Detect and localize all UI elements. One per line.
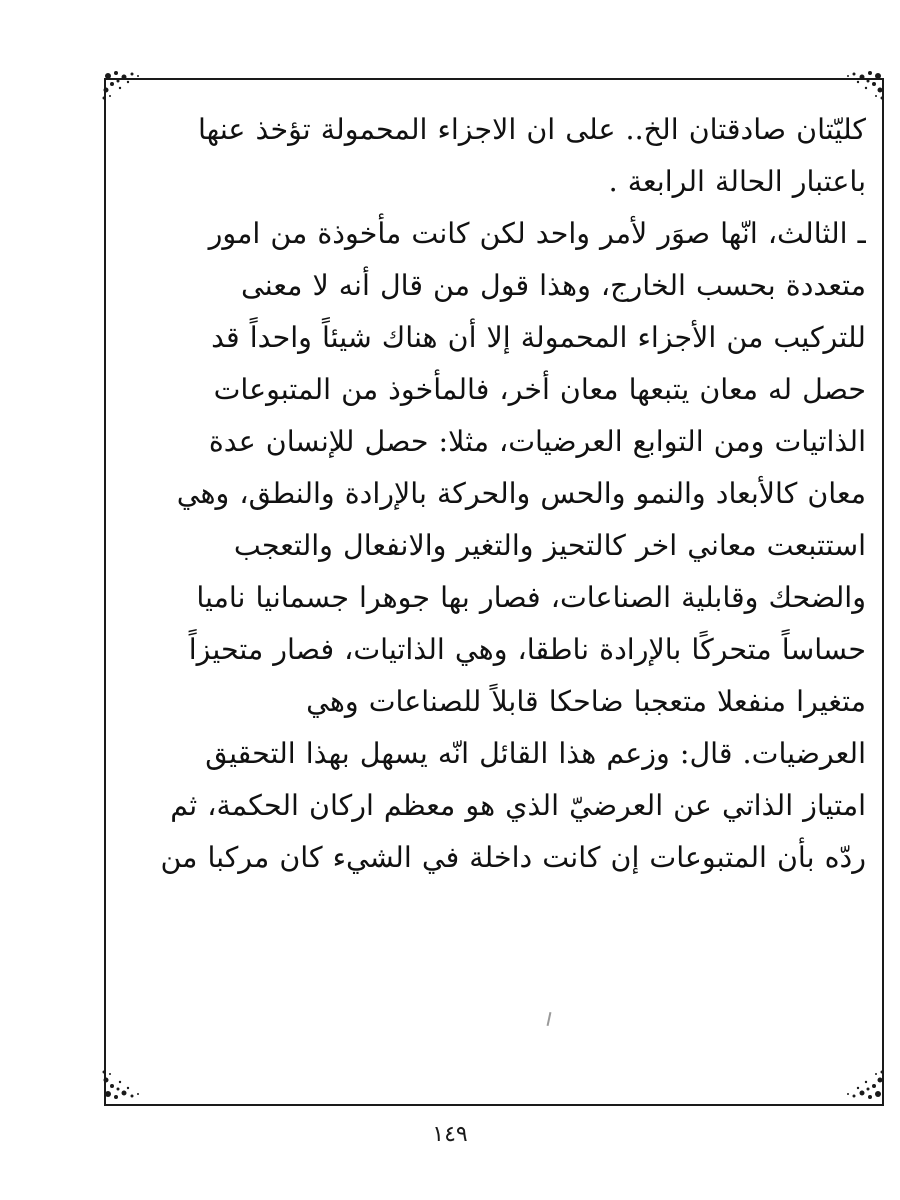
text-line-8: معان كالأبعاد والنمو والحس والحركة بالإرادة والنطق، وهي <box>176 477 866 510</box>
text-line-4: متعددة بحسب الخارج، وهذا قول من قال أنه لا معنى <box>241 269 866 302</box>
body-text <box>120 104 866 884</box>
text-line-15: ردّه بأن المتبوعات إن كانت داخلة في الشيء كان مركبا من <box>160 841 866 874</box>
text-line-10: والضحك وقابلية الصناعات، فصار بها جوهرا جسمانيا ناميا <box>196 581 866 614</box>
text-line-9: استتبعت معاني اخر كالتحيز والتغير والانفعال والتعجب <box>233 529 866 562</box>
text-line-11: حساساً متحركًا بالإرادة ناطقا، وهي الذاتيات، فصار متحيزاً <box>188 633 866 666</box>
corner-ornament-bottom-right-icon <box>830 1064 888 1104</box>
text-line-7: الذاتيات ومن التوابع العرضيات، مثلا: حصل للإنسان عدة <box>208 425 866 458</box>
text-line-5: للتركيب من الأجزاء المحمولة إلا أن هناك شيئاً واحداً قد <box>211 321 866 354</box>
corner-ornament-top-left-icon <box>98 66 156 106</box>
corner-ornament-bottom-left-icon <box>98 1064 156 1104</box>
text-line-1: كليّتان صادقتان الخ.. على ان الاجزاء المحمولة تؤخذ عنها <box>198 113 866 146</box>
text-line-3: ـ الثالث، انّها صوَر لأمر واحد لكن كانت مأخوذة من امور <box>208 217 866 250</box>
text-line-14: امتياز الذاتي عن العرضيّ الذي هو معظم اركان الحكمة، ثم <box>170 789 866 822</box>
page-number: ١٤٩ <box>432 1122 468 1147</box>
text-line-2: باعتبار الحالة الرابعة . <box>608 165 866 198</box>
text-line-6: حصل له معان يتبعها معان أخر، فالمأخوذ من المتبوعات <box>213 373 866 406</box>
text-line-13: العرضيات. قال: وزعم هذا القائل انّه يسهل بهذا التحقيق <box>205 737 866 770</box>
corner-ornament-top-right-icon <box>830 66 888 106</box>
text-line-12: متغيرا منفعلا متعجبا ضاحكا قابلاً للصناعات وهي <box>306 685 866 718</box>
